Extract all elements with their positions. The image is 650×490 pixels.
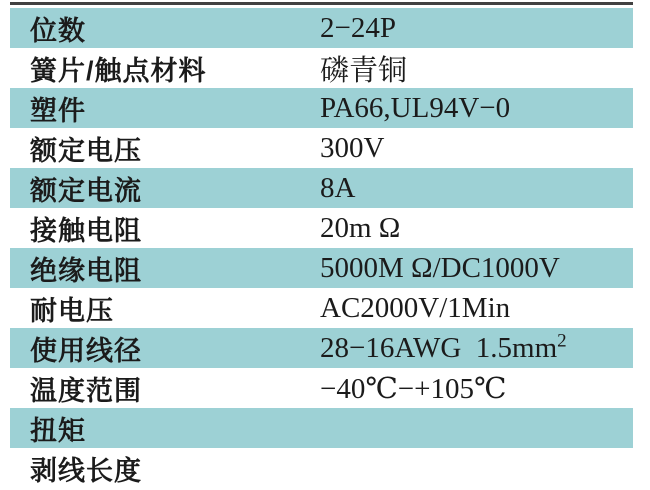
- spec-label: 绝缘电阻: [30, 255, 142, 286]
- table-row: [10, 128, 633, 168]
- spec-table: [10, 8, 633, 488]
- spec-label: 温度范围: [30, 375, 142, 406]
- table-row: [10, 88, 633, 128]
- spec-value: 28−16AWG $1.5mm^2$: [320, 329, 567, 364]
- spec-label: 接触电阻: [30, 215, 142, 246]
- spec-label: 额定电流: [30, 175, 142, 206]
- spec-value: PA66,UL94V−0: [320, 91, 511, 124]
- spec-label: 耐电压: [30, 295, 114, 326]
- table-row: [10, 328, 633, 368]
- spec-value: 2−24P: [320, 11, 396, 44]
- spec-value: 8A: [320, 171, 356, 204]
- table-row: [10, 168, 633, 208]
- spec-value: AC2000V/1Min: [320, 291, 511, 324]
- spec-label: 塑件: [30, 95, 86, 126]
- table-row: [10, 368, 633, 408]
- spec-value: 5000M Ω/DC1000V: [320, 251, 560, 284]
- spec-label: 使用线径: [30, 335, 142, 366]
- spec-label: 剥线长度: [30, 455, 142, 486]
- superscript: 2: [557, 329, 567, 351]
- table-top-rule: [10, 2, 633, 5]
- table-row: [10, 8, 633, 48]
- spec-value: 20m Ω: [320, 211, 401, 244]
- table-row: [10, 448, 633, 488]
- table-row: [10, 288, 633, 328]
- spec-label: 位数: [30, 15, 86, 46]
- table-row: [10, 208, 633, 248]
- spec-label: 扭矩: [30, 415, 86, 446]
- table-row: [10, 248, 633, 288]
- spec-value: −40℃−+105℃: [320, 372, 507, 405]
- spec-value: 300V: [320, 131, 385, 164]
- spec-label: 额定电压: [30, 135, 142, 166]
- table-row: [10, 48, 633, 88]
- spec-value: 磷青铜: [320, 54, 408, 87]
- table-row: [10, 408, 633, 448]
- spec-label: 簧片/触点材料: [30, 55, 207, 86]
